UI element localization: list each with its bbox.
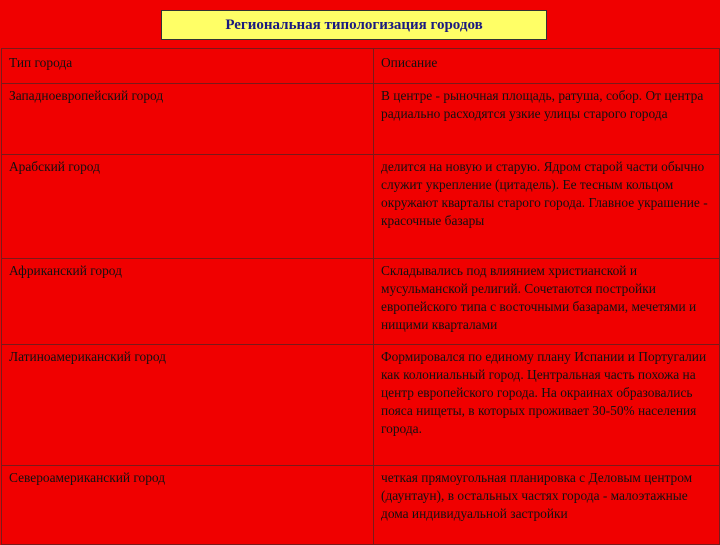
- header-city-type: Тип города: [2, 49, 374, 84]
- city-type-cell: Североамериканский город: [2, 466, 374, 545]
- table-row: [2, 466, 720, 545]
- description-cell: Складывались под влиянием христианской и мусульманской религий. Сочетаются постройки европейского типа с восточными базарами, мечетями и нищими кварталами: [374, 259, 720, 345]
- description-cell: Формировался по единому плану Испании и Португалии как колониальный город. Центральная часть похожа на центр европейского города. На окраинах образовались пояса нищеты, в которых проживает 30-50% населения города.: [374, 345, 720, 466]
- table-row: [2, 259, 720, 345]
- city-type-cell: Латиноамериканский город: [2, 345, 374, 466]
- description-cell: делится на новую и старую. Ядром старой части обычно служит укрепление (цитадель). Ее тесным кольцом окружают кварталы старого города. Главное украшение - красочные базары: [374, 155, 720, 259]
- description-cell: четкая прямоугольная планировка с Деловым центром (даунтаун), в остальных частях города - малоэтажные дома индивидуальной застройки: [374, 466, 720, 545]
- table-row: [2, 155, 720, 259]
- slide-title: Региональная типологизация городов: [161, 10, 547, 40]
- table-row: [2, 345, 720, 466]
- description-cell: В центре - рыночная площадь, ратуша, собор. От центра радиально расходятся узкие улицы старого города: [374, 84, 720, 155]
- table-row: [2, 84, 720, 155]
- city-typology-table: [1, 48, 720, 545]
- table-header-row: [2, 49, 720, 84]
- city-type-cell: Арабский город: [2, 155, 374, 259]
- city-type-cell: Африканский город: [2, 259, 374, 345]
- header-description: Описание: [374, 49, 720, 84]
- city-type-cell: Западноевропейский город: [2, 84, 374, 155]
